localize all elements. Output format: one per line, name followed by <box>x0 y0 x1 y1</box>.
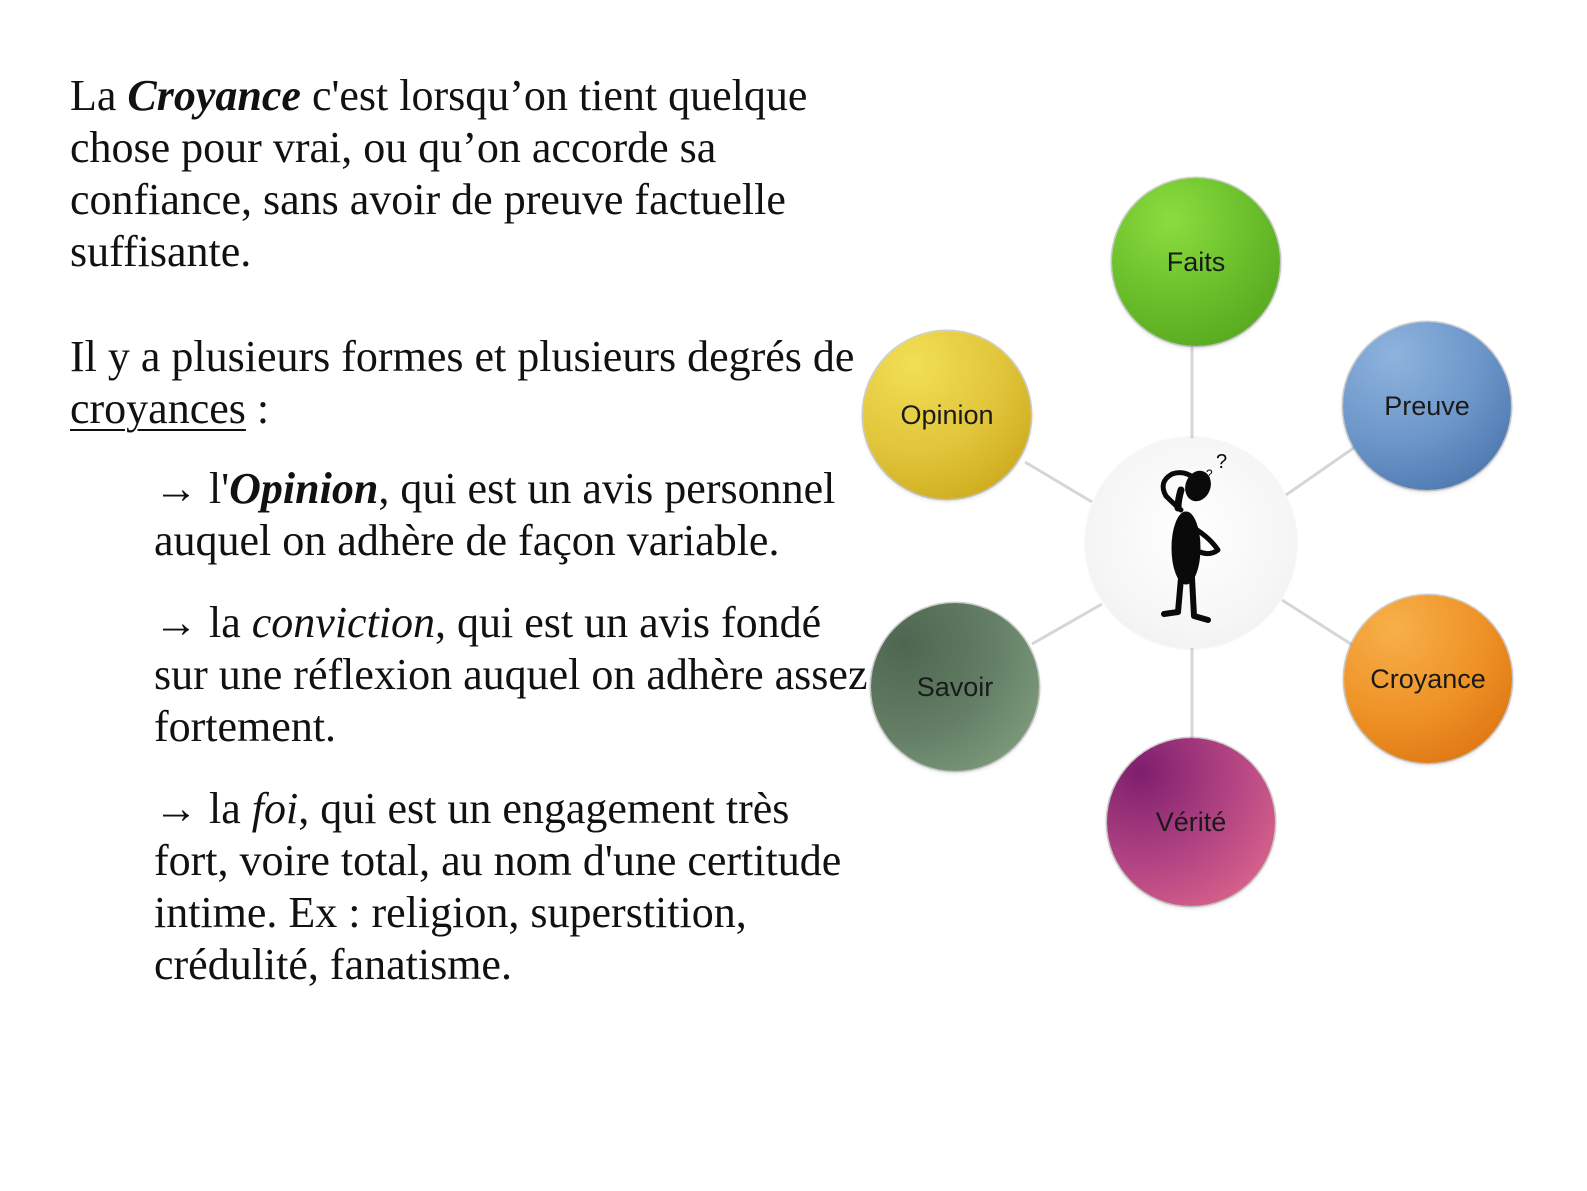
connector-opinion <box>1025 462 1092 502</box>
forms-intro: Il y a plusieurs formes et plusieurs degrés de <box>70 332 855 381</box>
node-opinion: Opinion <box>863 331 1031 499</box>
arrow-icon: → <box>154 464 209 513</box>
term-foi: foi <box>251 784 299 833</box>
term-croyances: croyances <box>70 384 246 433</box>
term-conviction: conviction <box>251 598 436 647</box>
center-figure <box>1086 438 1296 648</box>
connector-preuve <box>1286 447 1355 495</box>
bullet-text: , qui est un avis fondé sur une réflexion auquel on adhère assez fortement. <box>154 598 868 751</box>
bullet-article: la <box>209 598 252 647</box>
bullet-text: , qui est un avis personnel auquel on adhère de façon variable. <box>154 464 836 565</box>
node-croyance: Croyance <box>1344 595 1512 763</box>
definition-paragraph <box>70 70 870 278</box>
bullet-conviction <box>154 597 874 753</box>
term-opinion: Opinion <box>229 464 379 513</box>
node-verite: Vérité <box>1107 738 1275 906</box>
bullet-opinion <box>154 463 874 567</box>
bullet-article: l' <box>209 464 230 513</box>
definition-intro: La <box>70 71 128 120</box>
forms-paragraph <box>70 331 870 435</box>
arrow-icon: → <box>154 598 209 647</box>
node-savoir: Savoir <box>871 603 1039 771</box>
term-croyance: Croyance <box>127 71 301 120</box>
forms-colon: : <box>245 384 270 433</box>
bullet-text: , qui est un engagement très fort, voire total, au nom d'une certitude intime. Ex : religion, superstition, crédulité, fanatisme. <box>154 784 842 989</box>
thinking-figure-icon <box>1086 438 1296 648</box>
node-faits: Faits <box>1112 178 1280 346</box>
concept-diagram <box>850 160 1550 940</box>
node-preuve: Preuve <box>1343 322 1511 490</box>
arrow-icon: → <box>154 784 209 833</box>
text-column <box>70 70 870 991</box>
bullet-foi <box>154 783 874 991</box>
bullet-article: la <box>209 784 252 833</box>
definition-text: c'est lorsqu’on tient quelque chose pour vrai, ou qu’on accorde sa confiance, sans avoir de preuve factuelle suffisante. <box>70 71 808 276</box>
svg-text:?: ? <box>1206 467 1213 481</box>
svg-text:?: ? <box>1216 451 1228 473</box>
